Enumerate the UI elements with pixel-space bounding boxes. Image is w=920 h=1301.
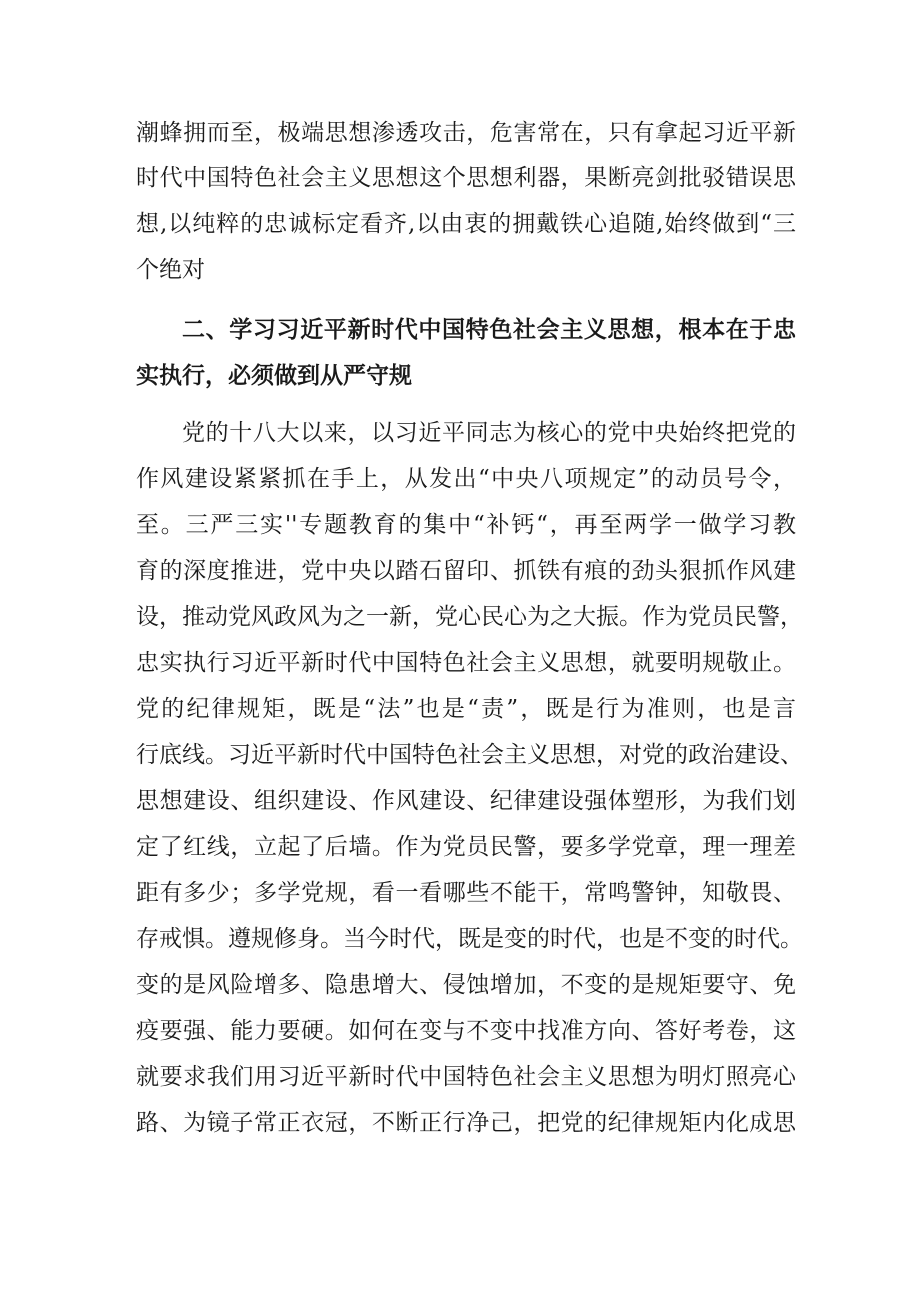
paragraph-line: 潮蜂拥而至，极端思想渗透攻击，危害常在，只有拿起习近平新 (136, 120, 796, 146)
paragraph-line: 至。三严三实''专题教育的集中“补钙“，再至两学一做学习教 (136, 512, 796, 538)
paragraph-line: 路、为镜子常正衣冠，不断正行净己，把党的纪律规矩内化成思 (136, 1110, 796, 1136)
paragraph-line: 时代中国特色社会主义思想这个思想利器，果断亮剑批驳错误思 (136, 165, 796, 191)
paragraph-line: 思想建设、组织建设、作风建设、纪律建设强体塑形，为我们划 (136, 788, 796, 814)
paragraph-line: 作风建设紧紧抓在手上，从发出“中央八项规定”的动员号令， (136, 466, 796, 492)
paragraph-line: 育的深度推进，党中央以踏石留印、抓铁有痕的劲头狠抓作风建 (136, 558, 796, 584)
paragraph-line: 就要求我们用习近平新时代中国特色社会主义思想为明灯照亮心 (136, 1064, 796, 1090)
paragraph-line: 党的十八大以来，以习近平同志为核心的党中央始终把党的 (182, 420, 796, 446)
paragraph-line: 存戒惧。遵规修身。当今时代，既是变的时代，也是不变的时代。 (136, 926, 803, 952)
paragraph-line: 变的是风险增多、隐患增大、侵蚀增加，不变的是规矩要守、免 (136, 972, 796, 998)
paragraph-line: 想,以纯粹的忠诚标定看齐,以由衷的拥戴铁心追随,始终做到“三 (136, 211, 796, 237)
paragraph-line: 行底线。习近平新时代中国特色社会主义思想，对党的政治建设、 (136, 742, 803, 768)
paragraph-line: 定了红线，立起了后墙。作为党员民警，要多学党章，理一理差 (136, 834, 796, 860)
paragraph-line: 设，推动党风政风为之一新，党心民心为之大振。作为党员民警， (136, 604, 803, 630)
paragraph-line: 党的纪律规矩，既是“法”也是“责”，既是行为准则，也是言 (136, 696, 796, 722)
paragraph-line: 距有多少；多学党规，看一看哪些不能干，常鸣警钟，知敬畏、 (136, 880, 796, 906)
section-heading: 实执行，必须做到从严守规 (136, 363, 412, 389)
paragraph-line: 忠实执行习近平新时代中国特色社会主义思想，就要明规敬止。 (136, 650, 796, 676)
paragraph-line: 疫要强、能力要硬。如何在变与不变中找准方向、答好考卷，这 (136, 1018, 796, 1044)
paragraph-line: 个绝对 (136, 257, 205, 283)
section-heading: 二、学习习近平新时代中国特色社会主义思想，根本在于忠 (182, 317, 796, 343)
